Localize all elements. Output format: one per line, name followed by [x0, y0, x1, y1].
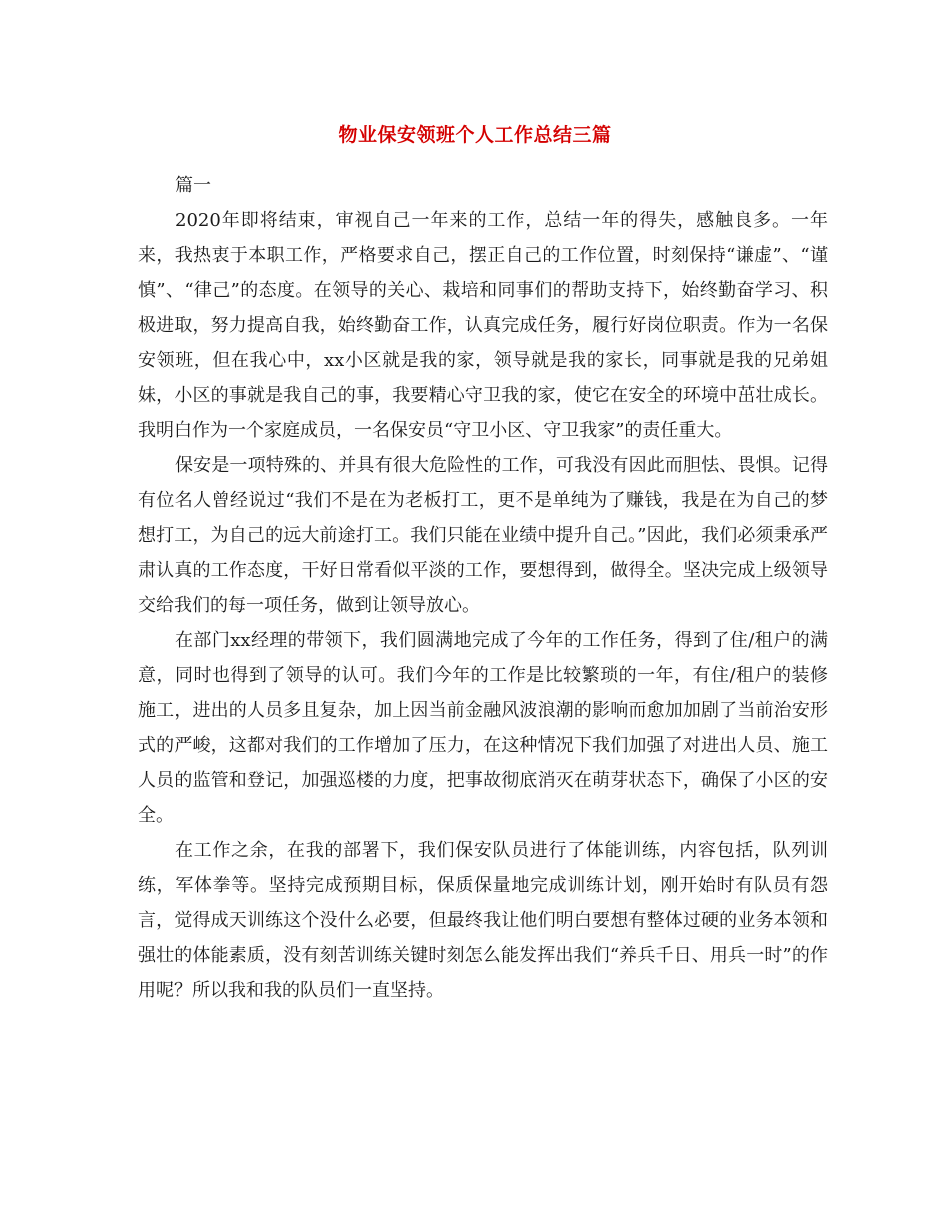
- paragraph: 保安是一项特殊的、并具有很大危险性的工作，可我没有因此而胆怯、畏惧。记得有位名人曾经说过“我们不是在为老板打工，更不是单纯为了赚钱，我是在为自己的梦想打工，为自己的远大前途打工。我们只能在业绩中提升自己。”因此，我们必须秉承严肃认真的工作态度，干好日常看似平淡的工作，要想得到，做得全。坚决完成上级领导交给我们的每一项任务，做到让领导放心。: [138, 455, 828, 616]
- paragraph: 在工作之余，在我的部署下，我们保安队员进行了体能训练，内容包括，队列训练，军体拳等。坚持完成预期目标，保质保量地完成训练计划，刚开始时有队员有怨言，觉得成天训练这个没什么必要，但最终我让他们明白要想有整体过硬的业务本领和强壮的体能素质，没有刻苦训练关键时刻怎么能发挥出我们“养兵千日、用兵一时”的作用呢？所以我和我的队员们一直坚持。: [138, 840, 828, 1001]
- section-label: 篇一: [175, 175, 211, 196]
- paragraph: 在部门xx经理的带领下，我们圆满地完成了今年的工作任务，得到了住/租户的满意，同时也得到了领导的认可。我们今年的工作是比较繁琐的一年，有住/租户的装修施工，进出的人员多且复杂，加上因当前金融风波浪潮的影响而愈加加剧了当前治安形式的严峻，这都对我们的工作增加了压力，在这种情况下我们加强了对进出人员、施工人员的监管和登记，加强巡楼的力度，把事故彻底消灭在萌芽状态下，确保了小区的安全。: [138, 630, 828, 826]
- document-title: 物业保安领班个人工作总结三篇: [338, 124, 612, 146]
- document-body: [138, 168, 828, 1008]
- paragraph: 2020年即将结束，审视自己一年来的工作，总结一年的得失，感触良多。一年来，我热衷于本职工作，严格要求自己，摆正自己的工作位置，时刻保持“谦虚”、“谨慎”、“律己”的态度。在领导的关心、栽培和同事们的帮助支持下，始终勤奋学习、积极进取，努力提高自我，始终勤奋工作，认真完成任务，履行好岗位职责。作为一名保安领班，但在我心中，xx小区就是我的家，领导就是我的家长，同事就是我的兄弟姐妹，小区的事就是我自己的事，我要精心守卫我的家，使它在安全的环境中茁壮成长。我明白作为一个家庭成员，一名保安员“守卫小区、守卫我家”的责任重大。: [138, 210, 828, 441]
